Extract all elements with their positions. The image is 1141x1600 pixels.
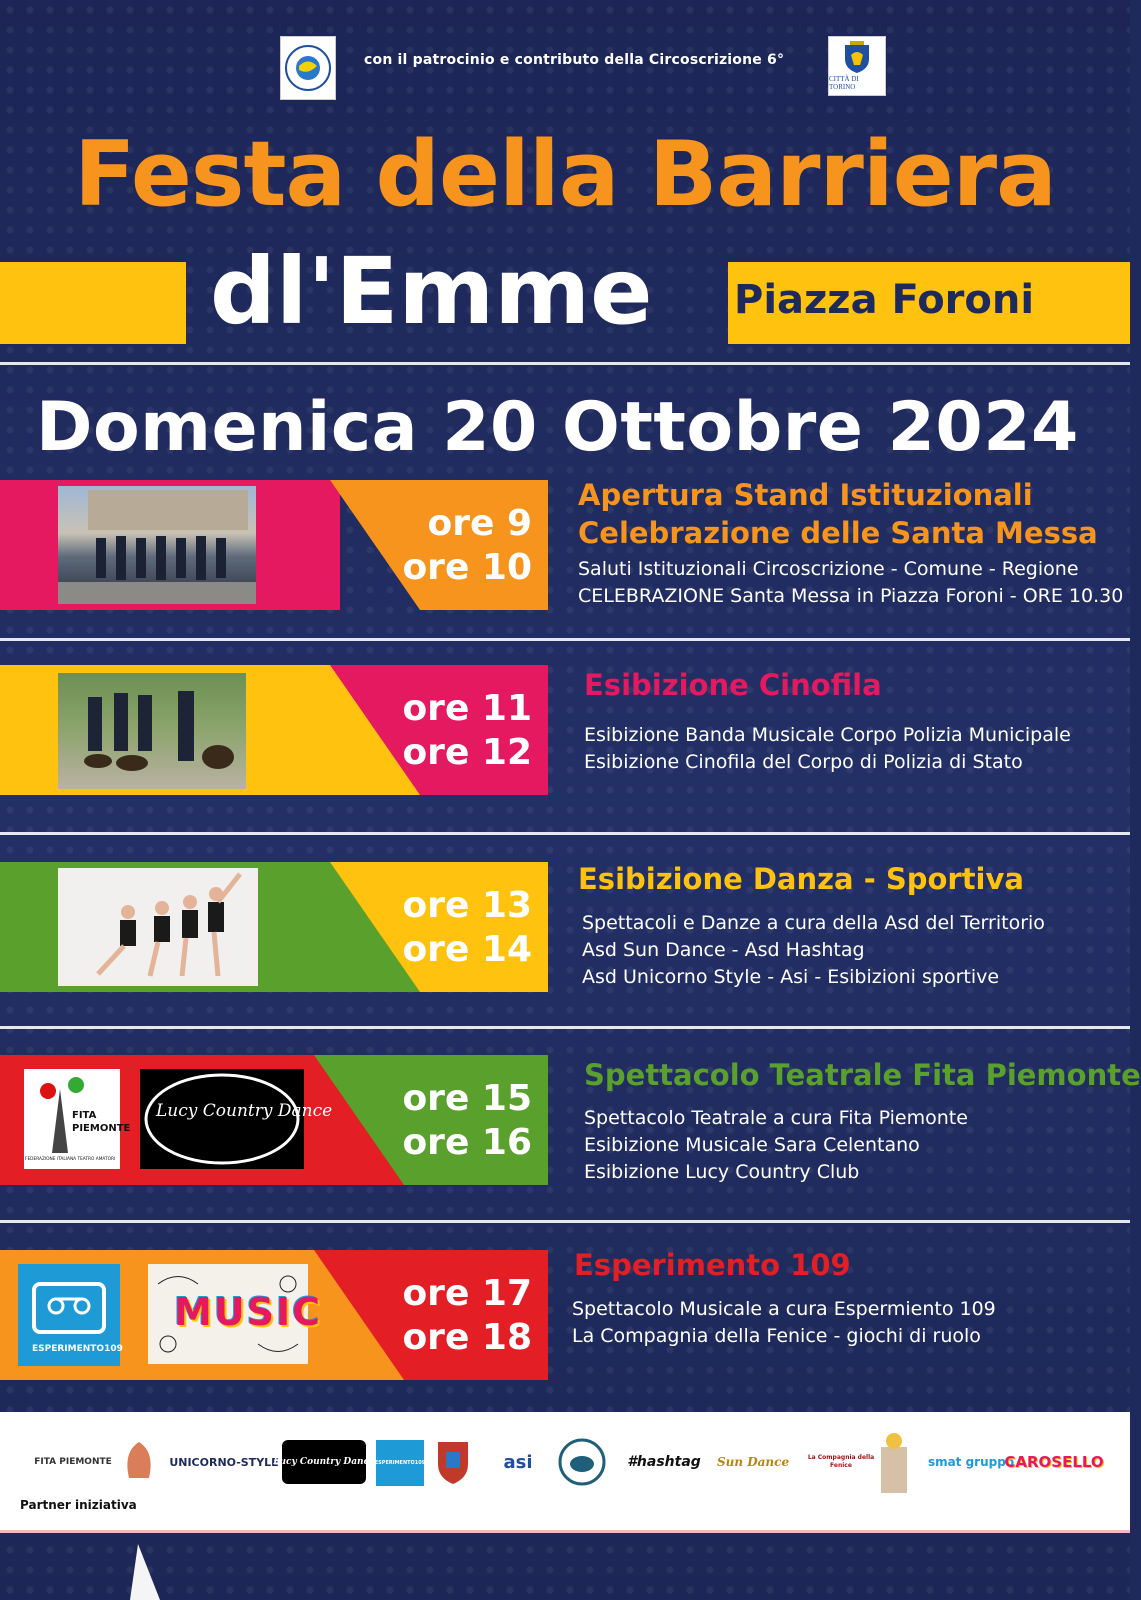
time-start: ore 9 — [427, 503, 532, 544]
event-detail-2a: Esibizione Banda Musicale Corpo Polizia Municipale — [584, 724, 1071, 746]
time-end: ore 18 — [402, 1317, 532, 1358]
sponsor-logo: FITA PIEMONTE — [34, 1457, 112, 1467]
event-time-3 — [402, 884, 532, 972]
left-yellow-bar — [0, 262, 186, 344]
sponsors-footer — [0, 1412, 1130, 1530]
sponsor-logo: #hashtag — [627, 1454, 701, 1470]
event-time-5 — [402, 1272, 532, 1360]
event-detail-5b: La Compagnia della Fenice - giochi di ruolo — [572, 1325, 981, 1347]
sponsor-logo: La Compagnia della Fenice — [807, 1454, 875, 1469]
event-detail-1a: Saluti Istituzionali Circoscrizione - Comune - Regione — [578, 558, 1079, 580]
time-start: ore 11 — [402, 688, 532, 729]
schedule-row-4 — [0, 1055, 548, 1185]
police-dogs-photo — [58, 673, 246, 789]
header-divider — [0, 362, 1130, 365]
footer-accent-line — [0, 1530, 1130, 1533]
event-title-3: Esibizione Danza - Sportiva — [578, 862, 1024, 896]
partner-label: Partner iniziativa — [20, 1498, 137, 1512]
event-date: Domenica 20 Ottobre 2024 — [36, 388, 1079, 467]
time-end: ore 12 — [402, 732, 532, 773]
time-start: ore 15 — [402, 1078, 532, 1119]
event-detail-3a: Spettacoli e Danze a cura della Asd del Territorio — [582, 912, 1045, 934]
marching-band-photo — [58, 486, 256, 604]
patronage-text: con il patrocinio e contributo della Circoscrizione 6° — [364, 52, 785, 68]
festival-title: Festa della Barriera — [74, 122, 1056, 227]
sponsor-logo: asi — [503, 1451, 533, 1473]
event-time-2 — [402, 687, 532, 775]
sponsor-logo — [866, 1426, 922, 1498]
sponsor-logo: ESPERIMENTO109 — [376, 1440, 424, 1486]
row-divider — [0, 1026, 1130, 1029]
festival-subtitle: dl'Emme — [210, 238, 653, 345]
schedule-row-1 — [0, 480, 548, 610]
event-title-2: Esibizione Cinofila — [584, 668, 882, 702]
citta-di-torino-logo — [828, 36, 886, 96]
dancers-photo — [58, 868, 258, 986]
event-time-4 — [402, 1077, 532, 1165]
sponsor-logo — [556, 1434, 608, 1490]
event-detail-4c: Esibizione Lucy Country Club — [584, 1161, 860, 1183]
event-detail-5a: Spettacolo Musicale a cura Espermiento 109 — [572, 1298, 996, 1320]
music-art-image — [148, 1264, 323, 1364]
event-title-1a: Apertura Stand Istituzionali — [578, 478, 1033, 512]
sponsor-logo: Lucy Country Dance — [282, 1440, 366, 1484]
sponsor-logo: UNICORNO-STYLE — [169, 1455, 279, 1469]
row-divider — [0, 638, 1130, 641]
sponsor-logo: smat gruppo — [927, 1455, 1015, 1469]
fita-logo — [24, 1069, 131, 1169]
citta-logo-caption: CITTÀ DI TORINO — [829, 75, 859, 91]
time-end: ore 10 — [402, 547, 532, 588]
event-detail-4b: Esibizione Musicale Sara Celentano — [584, 1134, 920, 1156]
event-detail-2b: Esibizione Cinofila del Corpo di Polizia di Stato — [584, 751, 1023, 773]
esperimento109-logo — [18, 1264, 123, 1366]
event-title-5: Esperimento 109 — [574, 1248, 851, 1282]
event-detail-4a: Spettacolo Teatrale a cura Fita Piemonte — [584, 1107, 968, 1129]
schedule-row-5 — [0, 1250, 548, 1380]
time-end: ore 14 — [402, 929, 532, 970]
fita-logo-caption: FEDERAZIONE ITALIANA TEATRO AMATORI — [25, 1157, 116, 1162]
time-start: ore 13 — [402, 885, 532, 926]
schedule-row-3 — [0, 862, 548, 992]
time-start: ore 17 — [402, 1273, 532, 1314]
circoscrizione-logo — [280, 36, 336, 100]
esperimento-logo-text: ESPERIMENTO109 — [32, 1344, 123, 1354]
event-time-1 — [402, 502, 532, 590]
sponsor-logo — [432, 1434, 474, 1490]
event-title-1b: Celebrazione delle Santa Messa — [578, 516, 1098, 550]
schedule-row-2 — [0, 665, 548, 795]
event-detail-3c: Asd Unicorno Style - Asi - Esibizioni sportive — [582, 966, 1000, 988]
event-detail-3b: Asd Sun Dance - Asd Hashtag — [582, 939, 865, 961]
event-detail-1b: CELEBRAZIONE Santa Messa in Piazza Foroni - ORE 10.30 — [578, 585, 1124, 607]
row-divider — [0, 1220, 1130, 1223]
music-art-text: MUSIC — [174, 1290, 323, 1334]
sponsor-logo — [114, 1434, 164, 1490]
event-title-4: Spettacolo Teatrale Fita Piemonte — [584, 1058, 1141, 1092]
place-name: Piazza Foroni — [734, 277, 1035, 323]
row-divider — [0, 832, 1130, 835]
fita-logo-text: FITA PIEMONTE — [72, 1110, 131, 1134]
sail-graphic — [120, 1540, 180, 1600]
time-end: ore 16 — [402, 1122, 532, 1163]
lucy-logo-text: Lucy Country Dance — [156, 1101, 333, 1121]
lucy-country-dance-logo — [140, 1069, 333, 1169]
sponsor-logo: CAROSELLO — [1004, 1453, 1104, 1471]
sponsor-logo: Sun Dance — [716, 1455, 790, 1469]
